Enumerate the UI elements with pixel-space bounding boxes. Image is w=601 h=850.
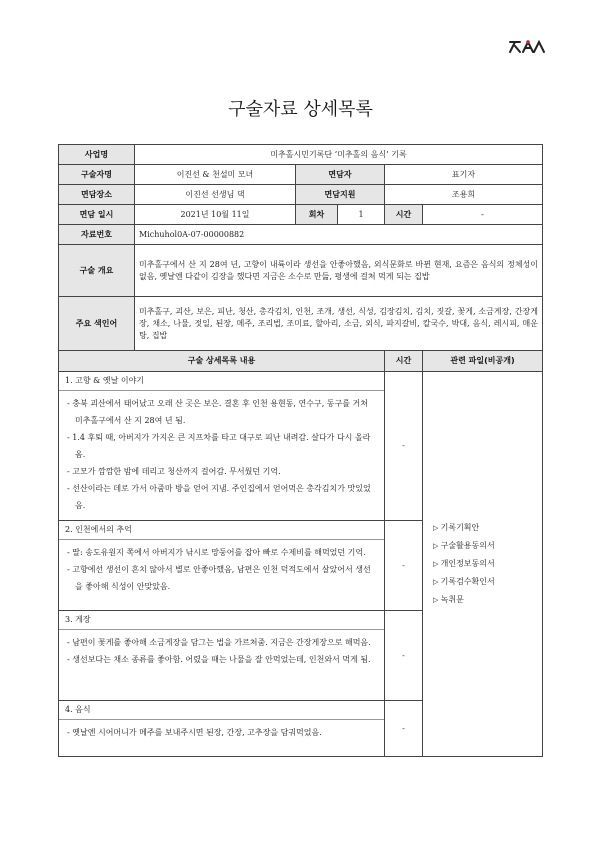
- session-label: 회차: [296, 205, 338, 225]
- section-1: [59, 372, 385, 521]
- date-value: 2021년 10월 11일: [135, 205, 296, 225]
- section-item: - 충북 괴산에서 태어났고 오래 산 곳은 보은. 결혼 후 인천 용현동, 연수구, 동구를 거쳐 미추홀구에서 산 지 28여 년 됨.: [67, 395, 376, 429]
- time-label: 시간: [385, 205, 423, 225]
- section-item: - 남편이 꽃게를 좋아해 소금게장을 담그는 법을 가르쳐줌. 지금은 간장게장으로 해먹음.: [67, 634, 376, 651]
- record-id-label: 자료번호: [59, 225, 135, 245]
- file-item: ▷ 기록검수확인서: [433, 573, 538, 591]
- kma-logo: [506, 38, 546, 58]
- section-item: - 고향에선 생선이 흔치 않아서 별로 안좋아했음, 남편은 인천 덕적도에서 살았어서 생선을 좋아해 식성이 안맞았음.: [67, 561, 376, 595]
- section-title: 1. 고향 & 옛날 이야기: [59, 372, 384, 391]
- staff-value: 조용희: [385, 185, 543, 205]
- section-4: [59, 701, 385, 757]
- keywords-label: 주요 색인어: [59, 297, 135, 351]
- file-item: ▷ 녹취문: [433, 591, 538, 609]
- session-value: 1: [338, 205, 385, 225]
- section-item: - 딸: 송도유원지 쪽에서 아버지가 낚시로 망둥어를 잡아 빠로 수제비를 해먹었던 기억.: [67, 544, 376, 561]
- section-title: 3. 게장: [59, 611, 384, 630]
- record-id-value: Michuhol0A-07-00000882: [135, 225, 543, 245]
- interviewer-label: 면담자: [296, 165, 385, 185]
- project-value: 미추홀시민기록단 ‘미추홀의 음식’ 기록: [135, 145, 543, 165]
- place-label: 면담장소: [59, 185, 135, 205]
- place-value: 이진선 선생님 댁: [135, 185, 296, 205]
- file-item: ▷ 구술활용동의서: [433, 537, 538, 555]
- section-time: -: [385, 372, 423, 521]
- detail-time-header: 시간: [385, 351, 423, 372]
- narrator-value: 이진선 & 천설미 모녀: [135, 165, 296, 185]
- interviewer-value: 표기자: [385, 165, 543, 185]
- section-item: - 선산이라는 데로 가서 아줌마 방을 얻어 지냄. 주인집에서 얻어먹은 총각김치가 맛있었음.: [67, 480, 376, 514]
- section-time: -: [385, 611, 423, 701]
- time-value: -: [423, 205, 543, 225]
- file-item: ▷ 기록기획안: [433, 519, 538, 537]
- section-item: - 1.4 후퇴 때, 아버지가 가지온 큰 지프차를 타고 대구로 피난 내려감. 살다가 다시 올라옴.: [67, 429, 376, 463]
- summary-value: 미추홀구에서 산 지 28여 년, 고향이 내륙이라 생선을 안좋아했음, 외식문화로 바뀐 현재, 요즘은 음식의 정체성이 없음, 옛날엔 다같이 김장을 했다면 지금은 소수로 만듦, 평생에 걸쳐 먹게 되는 집밥: [135, 245, 543, 297]
- narrator-label: 구술자명: [59, 165, 135, 185]
- date-label: 면담 일시: [59, 205, 135, 225]
- section-item: - 고모가 깜깜한 밤에 데리고 청산까지 걸어감. 무서웠던 기억.: [67, 463, 376, 480]
- staff-label: 면담지원: [296, 185, 385, 205]
- detail-files-header: 관련 파일(비공개): [423, 351, 543, 372]
- oral-record-table: [58, 144, 543, 757]
- section-time: -: [385, 701, 423, 757]
- section-time: -: [385, 521, 423, 611]
- project-label: 사업명: [59, 145, 135, 165]
- keywords-value: 미추홀구, 괴산, 보은, 피난, 청산, 총각김치, 인천, 조개, 생선, 식성, 김장김치, 김치, 짓갈, 꽃게, 소금게장, 간장게장, 채소, 나물, 젓일, 된장, 메주, 조리법, 조미료, 할아리, 소금, 외식, 파지갈비, 칼국수, 박대, 음식, 레시피, 매운탕, 집밥: [135, 297, 543, 351]
- section-title: 2. 인천에서의 추억: [59, 521, 384, 540]
- section-2: [59, 521, 385, 611]
- file-item: ▷ 개인정보동의서: [433, 555, 538, 573]
- detail-content-header: 구술 상세목록 내용: [59, 351, 385, 372]
- section-title: 4. 음식: [59, 701, 384, 720]
- section-item: - 생선보다는 채소 종류를 좋아함. 어렸을 때는 나물을 잘 안먹었는데, 인천와서 먹게 됨.: [67, 651, 376, 668]
- section-item: - 옛날엔 시어머니가 메주를 보내주시면 된장, 간장, 고추장을 담궈먹었음.: [67, 724, 376, 741]
- section-3: [59, 611, 385, 701]
- page-title: 구술자료 상세목록: [228, 99, 373, 120]
- related-files-cell: [423, 372, 543, 757]
- summary-label: 구술 개요: [59, 245, 135, 297]
